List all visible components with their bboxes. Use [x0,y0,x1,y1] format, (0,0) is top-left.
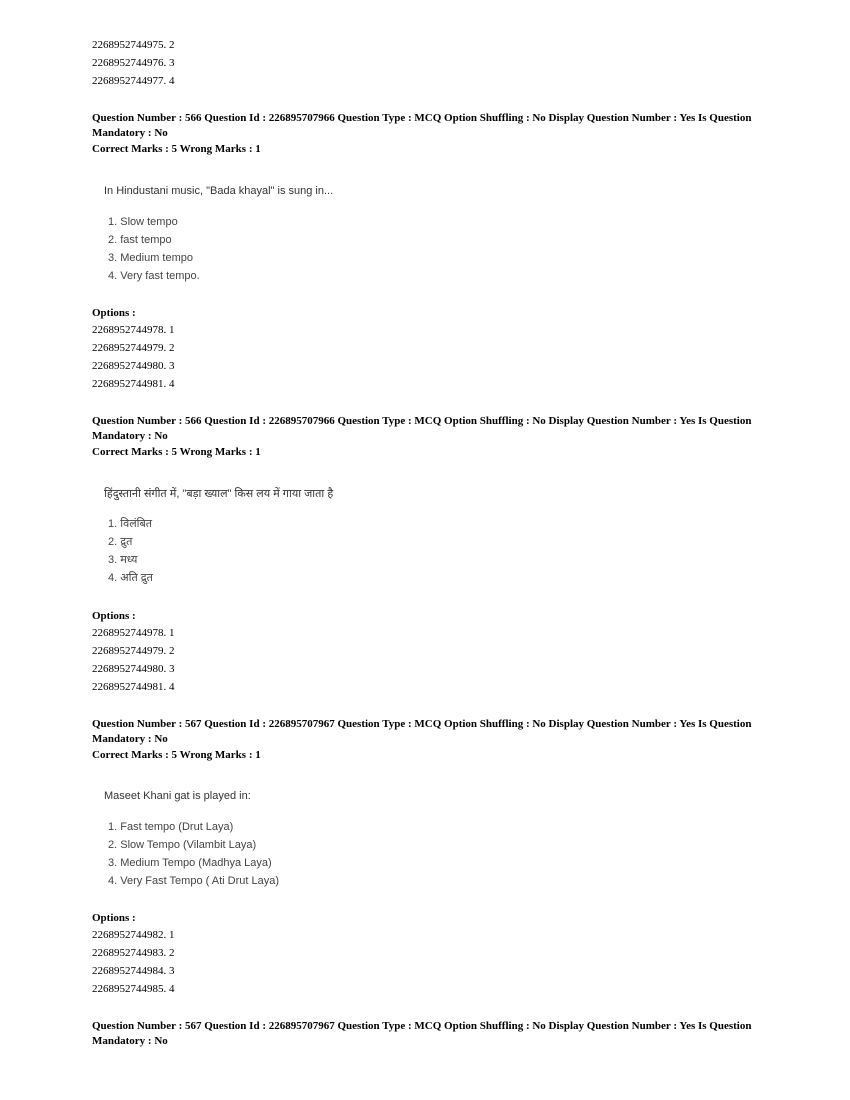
option-id-line: 2268952744984. 3 [92,965,175,977]
choice-item: 3. Medium tempo [108,252,193,264]
choice-item: 3. मध्य [108,554,138,566]
question-meta: Question Number : 567 Question Id : 226895707967 Question Type : MCQ Option Shuffling : No Display Question Number : Yes Is Question Mandatory : No [92,718,752,745]
choice-item: 2. fast tempo [108,234,172,246]
option-id-line: 2268952744980. 3 [92,360,175,372]
choice-item: 4. Very Fast Tempo ( Ati Drut Laya) [108,875,279,887]
option-id-line: 2268952744975. 2 [92,39,175,51]
question-text: In Hindustani music, "Bada khayal" is sung in... [104,185,334,197]
question-text: Maseet Khani gat is played in: [104,790,251,802]
choice-item: 3. Medium Tempo (Madhya Laya) [108,857,272,869]
choice-item: 1. विलंबित [108,518,153,530]
option-id-line: 2268952744980. 3 [92,663,175,675]
option-id-line: 2268952744985. 4 [92,983,175,995]
option-id-line: 2268952744977. 4 [92,75,175,87]
option-id-line: 2268952744978. 1 [92,324,175,336]
choice-item: 2. द्रुत [108,536,133,548]
option-id-line: 2268952744982. 1 [92,929,175,941]
question-text: हिंदुस्तानी संगीत में, "बड़ा ख्याल" किस लय में गाया जाता है [104,488,334,500]
option-id-line: 2268952744979. 2 [92,342,175,354]
options-label: Options : [92,307,136,319]
option-id-line: 2268952744976. 3 [92,57,175,69]
options-label: Options : [92,610,136,622]
question-marks: Correct Marks : 5 Wrong Marks : 1 [92,143,261,155]
options-label: Options : [92,912,136,924]
question-meta: Question Number : 566 Question Id : 226895707966 Question Type : MCQ Option Shuffling : No Display Question Number : Yes Is Question Mandatory : No [92,415,752,442]
option-id-line: 2268952744978. 1 [92,627,175,639]
option-id-line: 2268952744979. 2 [92,645,175,657]
choice-item: 1. Fast tempo (Drut Laya) [108,821,234,833]
choice-item: 4. Very fast tempo. [108,270,200,282]
option-id-line: 2268952744981. 4 [92,681,175,693]
question-marks: Correct Marks : 5 Wrong Marks : 1 [92,749,261,761]
question-meta: Question Number : 566 Question Id : 226895707966 Question Type : MCQ Option Shuffling : No Display Question Number : Yes Is Question Mandatory : No [92,112,752,139]
choice-item: 2. Slow Tempo (Vilambit Laya) [108,839,257,851]
question-marks: Correct Marks : 5 Wrong Marks : 1 [92,446,261,458]
option-id-line: 2268952744981. 4 [92,378,175,390]
question-meta: Question Number : 567 Question Id : 226895707967 Question Type : MCQ Option Shuffling : No Display Question Number : Yes Is Question Mandatory : No [92,1020,752,1047]
choice-item: 4. अति द्रुत [108,572,153,584]
choice-item: 1. Slow tempo [108,216,178,228]
option-id-line: 2268952744983. 2 [92,947,175,959]
